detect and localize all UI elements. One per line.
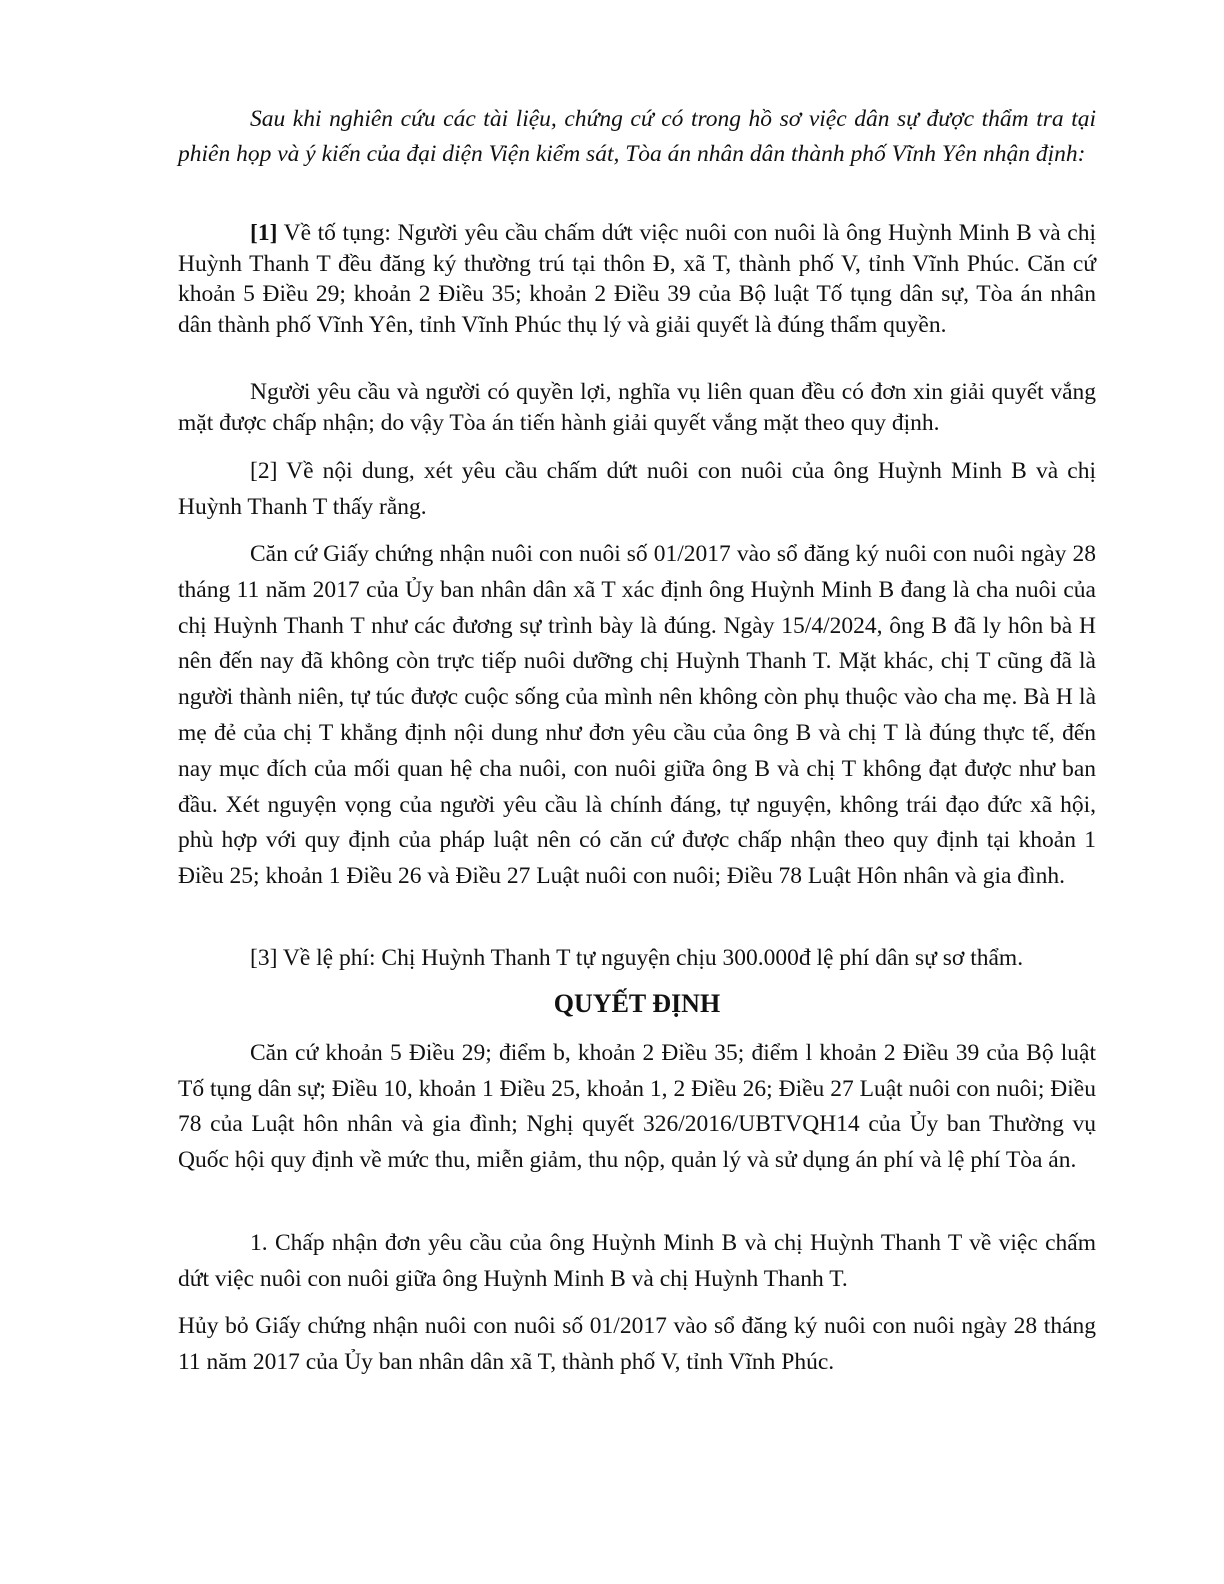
intro-paragraph: Sau khi nghiên cứu các tài liệu, chứng cứ có trong hồ sơ việc dân sự được thẩm tra tại phiên họp và ý kiến của đại diện Viện kiểm sát, Tòa án nhân dân thành phố Vĩnh Yên nhận định: — [178, 106, 1096, 167]
section-1-absence-paragraph: Người yêu cầu và người có quyền lợi, nghĩa vụ liên quan đều có đơn xin giải quyết vắng mặt được chấp nhận; do vậy Tòa án tiến hành giải quyết vắng mặt theo quy định. — [178, 379, 1096, 436]
section-1-procedure — [178, 218, 1096, 340]
decision-basis: Căn cứ khoản 5 Điều 29; điểm b, khoản 2 Điều 35; điểm l khoản 2 Điều 39 của Bộ luật Tố tụng dân sự; Điều 10, khoản 1 Điều 25, khoản 1, 2 Điều 26; Điều 27 Luật nuôi con nuôi; Điều 78 của Luật hôn nhân và gia đình; Nghị quyết 326/2016/UBTVQH14 của Ủy ban Thường vụ Quốc hội quy định về mức thu, miễn giảm, thu nộp, quản lý và sử dụng án phí và lệ phí Tòa án. — [178, 1040, 1096, 1173]
decision-item-1: 1. Chấp nhận đơn yêu cầu của ông Huỳnh Minh B và chị Huỳnh Thanh T về việc chấm dứt việc nuôi con nuôi giữa ông Huỳnh Minh B và chị Huỳnh Thanh T. — [178, 1230, 1096, 1292]
section-3-fee: [3] Về lệ phí: Chị Huỳnh Thanh T tự nguyện chịu 300.000đ lệ phí dân sự sơ thẩm. — [250, 945, 1024, 971]
decision-heading: QUYẾT ĐỊNH — [553, 989, 721, 1018]
section-1-marker: [1] — [250, 220, 278, 246]
section-1-text: Về tố tụng: Người yêu cầu chấm dứt việc nuôi con nuôi là ông Huỳnh Minh B và chị Huỳnh Thanh T đều đăng ký thường trú tại thôn Đ, xã T, thành phố V, tỉnh Vĩnh Phúc. Căn cứ khoản 5 Điều 29; khoản 2 Điều 35; khoản 2 Điều 39 của Bộ luật Tố tụng dân sự, Tòa án nhân dân thành phố Vĩnh Yên, tỉnh Vĩnh Phúc thụ lý và giải quyết là đúng thẩm quyền. — [178, 220, 1096, 338]
section-2-body: Căn cứ Giấy chứng nhận nuôi con nuôi số 01/2017 vào sổ đăng ký nuôi con nuôi ngày 28 tháng 11 năm 2017 của Ủy ban nhân dân xã T xác định ông Huỳnh Minh B đang là cha nuôi của chị Huỳnh Thanh T như các đương sự trình bày là đúng. Ngày 15/4/2024, ông B đã ly hôn bà H nên đến nay đã không còn trực tiếp nuôi dưỡng chị Huỳnh Thanh T. Mặt khác, chị T cũng đã là người thành niên, tự túc được cuộc sống của mình nên không còn phụ thuộc vào cha mẹ. Bà H là mẹ đẻ của chị T khẳng định nội dung như đơn yêu cầu của ông B và chị T là đúng thực tế, đến nay mục đích của mối quan hệ cha nuôi, con nuôi giữa ông B và chị T không đạt được như ban đầu. Xét nguyện vọng của người yêu cầu là chính đáng, tự nguyện, không trái đạo đức xã hội, phù hợp với quy định của pháp luật nên có căn cứ được chấp nhận theo quy định tại khoản 1 Điều 25; khoản 1 Điều 26 và Điều 27 Luật nuôi con nuôi; Điều 78 Luật Hôn nhân và gia đình. — [178, 541, 1096, 890]
section-2-intro: [2] Về nội dung, xét yêu cầu chấm dứt nuôi con nuôi của ông Huỳnh Minh B và chị Huỳnh Thanh T thấy rằng. — [178, 458, 1096, 520]
decision-cancel-certificate: Hủy bỏ Giấy chứng nhận nuôi con nuôi số 01/2017 vào sổ đăng ký nuôi con nuôi ngày 28 tháng 11 năm 2017 của Ủy ban nhân dân xã T, thành phố V, tỉnh Vĩnh Phúc. — [178, 1313, 1096, 1375]
